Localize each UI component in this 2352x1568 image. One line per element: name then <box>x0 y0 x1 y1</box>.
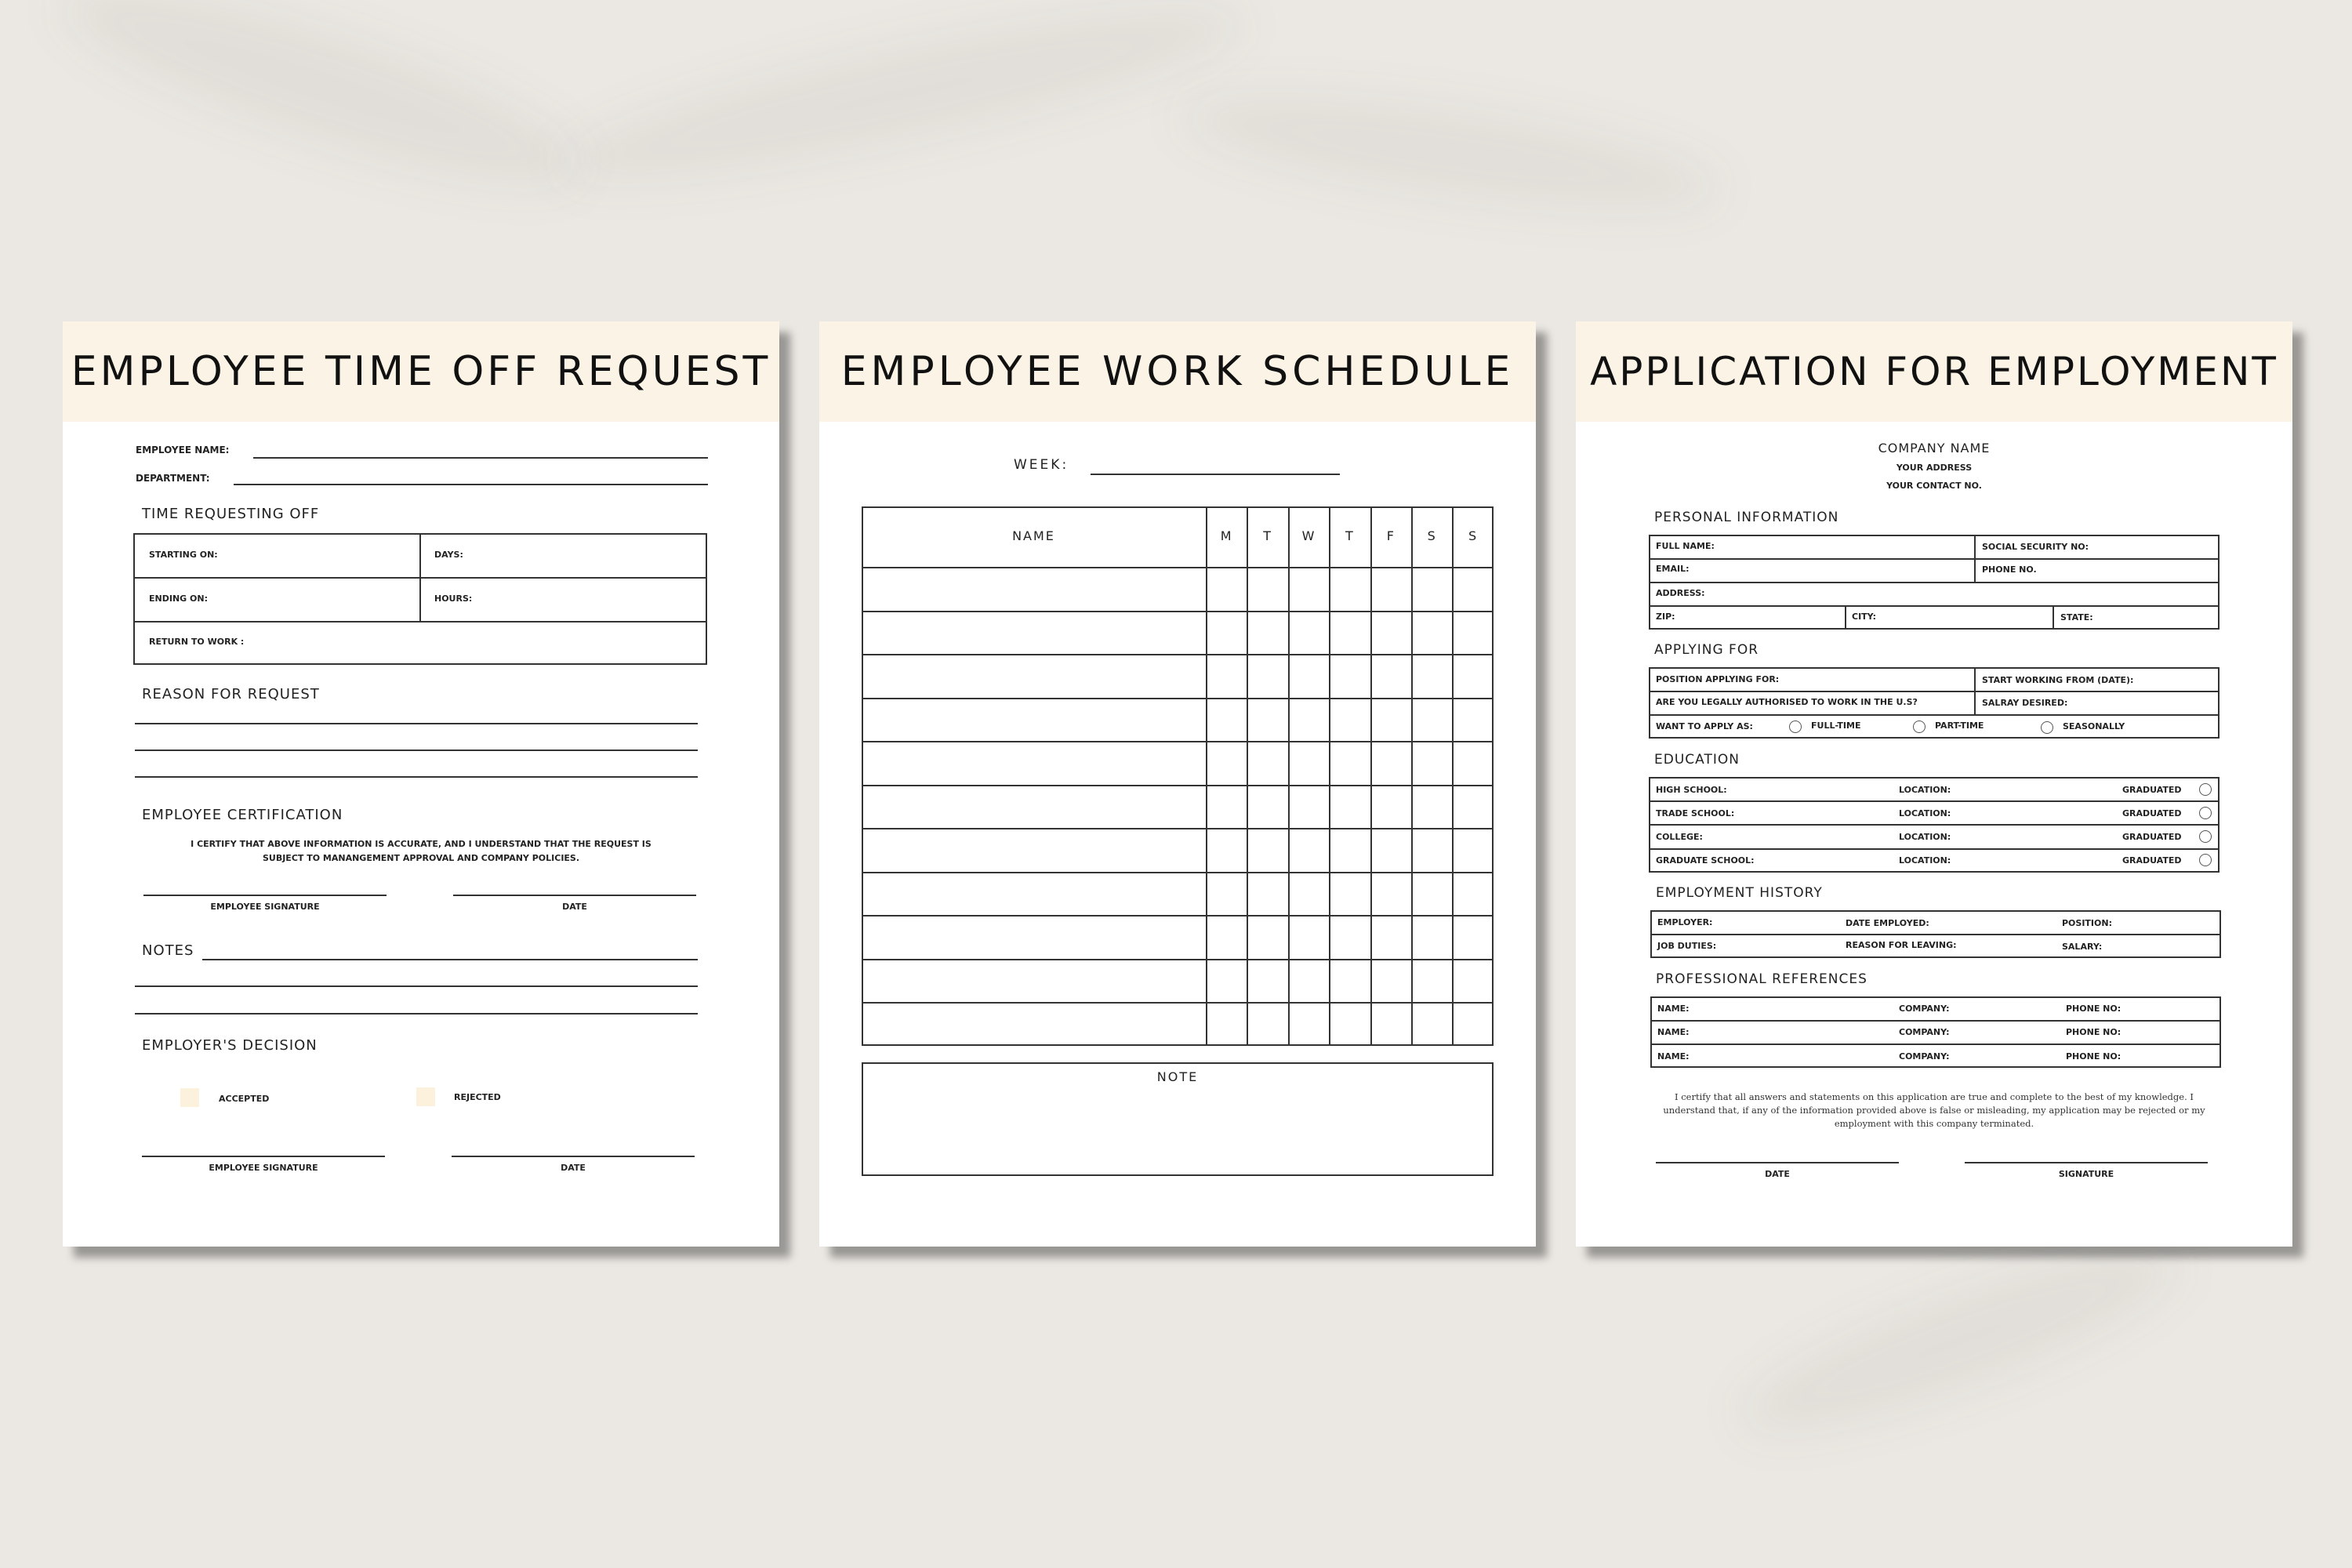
state-field[interactable]: STATE: <box>2060 612 2093 622</box>
signature-line[interactable] <box>143 895 387 896</box>
certification-statement: understand that, if any of the information provided above is false or misleading, my application may be rejected or my <box>1663 1105 2205 1116</box>
personal-info-heading: PERSONAL INFORMATION <box>1654 510 1839 525</box>
date-label: DATE <box>1765 1169 1790 1179</box>
graduated-label: GRADUATED <box>2122 785 2182 795</box>
signature-line[interactable] <box>142 1156 385 1157</box>
table-divider <box>1649 558 2220 560</box>
leaf-shadow <box>1723 1216 2198 1465</box>
notes-line[interactable] <box>135 985 698 987</box>
city-field[interactable]: CITY: <box>1852 612 1877 622</box>
table-divider <box>133 621 707 622</box>
reference-company-field[interactable]: COMPANY: <box>1899 1051 1950 1062</box>
table-divider <box>1649 714 2220 716</box>
page-title: EMPLOYEE TIME OFF REQUEST <box>71 348 771 395</box>
reference-name-field[interactable]: NAME: <box>1657 1051 1690 1062</box>
accepted-label: ACCEPTED <box>219 1094 270 1104</box>
certification-statement: employment with this company terminated. <box>1834 1118 2034 1129</box>
return-to-work-field[interactable]: RETURN TO WORK : <box>149 637 245 647</box>
leaf-shadow <box>1173 72 1728 234</box>
salary-field[interactable]: SALARY: <box>2062 942 2103 952</box>
day-column-divider <box>1329 506 1330 1046</box>
day-header: T <box>1263 528 1272 543</box>
schedule-row-divider <box>862 915 1494 916</box>
leaf-shadow <box>43 0 599 223</box>
part-time-radio[interactable] <box>1913 720 1926 733</box>
address-field[interactable]: ADDRESS: <box>1656 588 1705 598</box>
employer-field[interactable]: EMPLOYER: <box>1657 917 1713 927</box>
day-header: T <box>1345 528 1354 543</box>
table-divider <box>1649 848 2220 850</box>
day-column-divider <box>1288 506 1290 1046</box>
graduated-label: GRADUATED <box>2122 832 2182 842</box>
certification-text: I CERTIFY THAT ABOVE INFORMATION IS ACCURATE, AND I UNDERSTAND THAT THE REQUEST IS <box>191 839 652 849</box>
day-column-divider <box>1411 506 1413 1046</box>
schedule-row-divider <box>862 611 1494 612</box>
seasonally-radio[interactable] <box>2041 721 2053 734</box>
reference-company-field[interactable]: COMPANY: <box>1899 1004 1950 1014</box>
graduated-label: GRADUATED <box>2122 855 2182 866</box>
day-header: S <box>1468 528 1478 543</box>
location-field[interactable]: LOCATION: <box>1899 785 1951 795</box>
day-column-divider <box>1452 506 1454 1046</box>
table-divider <box>1650 1020 2221 1022</box>
day-header: M <box>1220 528 1232 543</box>
employee-name-line[interactable] <box>253 457 708 459</box>
table-divider <box>1649 605 2220 607</box>
note-label: NOTE <box>1156 1069 1199 1084</box>
ssn-field[interactable]: SOCIAL SECURITY NO: <box>1982 542 2089 552</box>
department-line[interactable] <box>234 484 708 485</box>
date-line[interactable] <box>452 1156 695 1157</box>
reference-phone-field[interactable]: PHONE NO: <box>2066 1004 2122 1014</box>
hours-field[interactable]: HOURS: <box>434 593 473 604</box>
job-duties-field[interactable]: JOB DUTIES: <box>1657 941 1717 951</box>
schedule-row-divider <box>862 872 1494 873</box>
notes-heading: NOTES <box>142 942 194 959</box>
table-divider <box>1649 582 2220 583</box>
reason-leaving-field[interactable]: REASON FOR LEAVING: <box>1846 940 1957 950</box>
graduated-radio[interactable] <box>2199 783 2212 796</box>
company-address: YOUR ADDRESS <box>1896 463 1973 473</box>
certification-statement: I certify that all answers and statements on this application are true and complete to the best of my knowledge. I <box>1675 1091 2194 1102</box>
applying-for-heading: APPLYING FOR <box>1654 642 1759 658</box>
week-label: WEEK: <box>1014 457 1069 473</box>
company-name: COMPANY NAME <box>1878 441 1991 456</box>
location-field[interactable]: LOCATION: <box>1899 855 1951 866</box>
page-header <box>63 321 779 422</box>
apply-as-label: WANT TO APPLY AS: <box>1656 721 1753 731</box>
schedule-row-divider <box>862 959 1494 960</box>
reference-name-field[interactable]: NAME: <box>1657 1004 1690 1014</box>
rejected-label: REJECTED <box>454 1092 501 1102</box>
reference-company-field[interactable]: COMPANY: <box>1899 1027 1950 1037</box>
date-label: DATE <box>561 1163 586 1173</box>
references-heading: PROFESSIONAL REFERENCES <box>1656 971 1867 987</box>
company-contact: YOUR CONTACT NO. <box>1886 481 1982 491</box>
schedule-row-divider <box>862 741 1494 742</box>
work-schedule-page <box>819 321 1536 1247</box>
signature-label: SIGNATURE <box>2058 1169 2114 1179</box>
time-off-request-page <box>63 321 779 1247</box>
accepted-checkbox[interactable] <box>180 1088 199 1107</box>
school-field[interactable]: HIGH SCHOOL: <box>1656 785 1727 795</box>
schedule-row-divider <box>862 785 1494 786</box>
table-divider <box>2053 605 2054 630</box>
employee-name-label: EMPLOYEE NAME: <box>136 445 230 456</box>
date-employed-field[interactable]: DATE EMPLOYED: <box>1846 918 1929 928</box>
table-divider <box>419 533 421 621</box>
day-header: S <box>1427 528 1436 543</box>
graduated-radio[interactable] <box>2199 830 2212 843</box>
start-date-field[interactable]: START WORKING FROM (DATE): <box>1982 675 2134 685</box>
school-field[interactable]: GRADUATE SCHOOL: <box>1656 855 1755 866</box>
notes-line[interactable] <box>135 1013 698 1014</box>
date-line[interactable] <box>453 895 696 896</box>
ending-on-field[interactable]: ENDING ON: <box>149 593 208 604</box>
reference-name-field[interactable]: NAME: <box>1657 1027 1690 1037</box>
day-header: W <box>1301 528 1316 543</box>
reference-phone-field[interactable]: PHONE NO: <box>2066 1051 2122 1062</box>
graduated-radio[interactable] <box>2199 854 2212 866</box>
schedule-table <box>862 506 1494 1046</box>
signature-label: EMPLOYEE SIGNATURE <box>210 902 320 912</box>
table-divider <box>1649 691 2220 692</box>
table-divider <box>1650 934 2221 935</box>
name-column-divider <box>1206 506 1207 1046</box>
reason-line[interactable] <box>135 750 698 751</box>
days-field[interactable]: DAYS: <box>434 550 463 560</box>
schedule-row-divider <box>862 828 1494 829</box>
full-name-field[interactable]: FULL NAME: <box>1656 541 1715 551</box>
school-field[interactable]: TRADE SCHOOL: <box>1656 808 1735 818</box>
rejected-checkbox[interactable] <box>416 1087 435 1106</box>
email-field[interactable]: EMAIL: <box>1656 564 1690 574</box>
signature-line[interactable] <box>1965 1162 2208 1163</box>
table-divider <box>1649 824 2220 826</box>
location-field[interactable]: LOCATION: <box>1899 832 1951 842</box>
page-header <box>819 321 1536 422</box>
phone-field[interactable]: PHONE NO. <box>1982 564 2037 575</box>
reference-phone-field[interactable]: PHONE NO: <box>2066 1027 2122 1037</box>
page-title: APPLICATION FOR EMPLOYMENT <box>1590 349 2278 394</box>
week-line[interactable] <box>1091 474 1340 475</box>
department-label: DEPARTMENT: <box>136 473 210 484</box>
decision-heading: EMPLOYER'S DECISION <box>142 1037 318 1054</box>
table-divider <box>1845 605 1846 630</box>
location-field[interactable]: LOCATION: <box>1899 808 1951 818</box>
signature-label: EMPLOYEE SIGNATURE <box>209 1163 318 1173</box>
table-divider <box>1974 535 1976 582</box>
leaf-shadow <box>546 0 1256 213</box>
application-page <box>1576 321 2292 1247</box>
part-time-label: PART-TIME <box>1935 720 1984 731</box>
time-requesting-off-heading: TIME REQUESTING OFF <box>142 506 320 522</box>
position-field[interactable]: POSITION APPLYING FOR: <box>1656 674 1780 684</box>
starting-on-field[interactable]: STARTING ON: <box>149 550 218 560</box>
date-line[interactable] <box>1656 1162 1899 1163</box>
page-title: EMPLOYEE WORK SCHEDULE <box>840 348 1515 395</box>
header-divider <box>862 567 1494 568</box>
school-field[interactable]: COLLEGE: <box>1656 832 1703 842</box>
education-heading: EDUCATION <box>1654 752 1740 768</box>
legal-authorization-field[interactable]: ARE YOU LEGALLY AUTHORISED TO WORK IN THE U.S? <box>1656 697 1918 707</box>
notes-line[interactable] <box>202 959 698 960</box>
date-label: DATE <box>562 902 587 912</box>
schedule-row-divider <box>862 698 1494 699</box>
graduated-radio[interactable] <box>2199 807 2212 819</box>
certification-heading: EMPLOYEE CERTIFICATION <box>142 807 343 823</box>
full-time-label: FULL-TIME <box>1811 720 1861 731</box>
graduated-label: GRADUATED <box>2122 808 2182 818</box>
name-column-header: NAME <box>1012 528 1055 543</box>
page-header <box>1576 321 2292 422</box>
day-column-divider <box>1247 506 1248 1046</box>
day-column-divider <box>1370 506 1372 1046</box>
day-header: F <box>1386 528 1395 543</box>
reason-heading: REASON FOR REQUEST <box>142 686 320 702</box>
salary-desired-field[interactable]: SALRAY DESIRED: <box>1982 698 2068 708</box>
seasonally-label: SEASONALLY <box>2063 721 2125 731</box>
table-divider <box>1649 800 2220 802</box>
full-time-radio[interactable] <box>1789 720 1802 733</box>
table-divider <box>1974 667 1976 714</box>
reason-line[interactable] <box>135 723 698 724</box>
certification-text: SUBJECT TO MANANGEMENT APPROVAL AND COMPANY POLICIES. <box>262 853 580 863</box>
employment-history-heading: EMPLOYMENT HISTORY <box>1656 885 1823 901</box>
schedule-row-divider <box>862 654 1494 655</box>
schedule-row-divider <box>862 1002 1494 1004</box>
zip-field[interactable]: ZIP: <box>1656 612 1675 622</box>
reason-line[interactable] <box>135 776 698 778</box>
table-divider <box>1650 1044 2221 1045</box>
position-held-field[interactable]: POSITION: <box>2062 918 2112 928</box>
